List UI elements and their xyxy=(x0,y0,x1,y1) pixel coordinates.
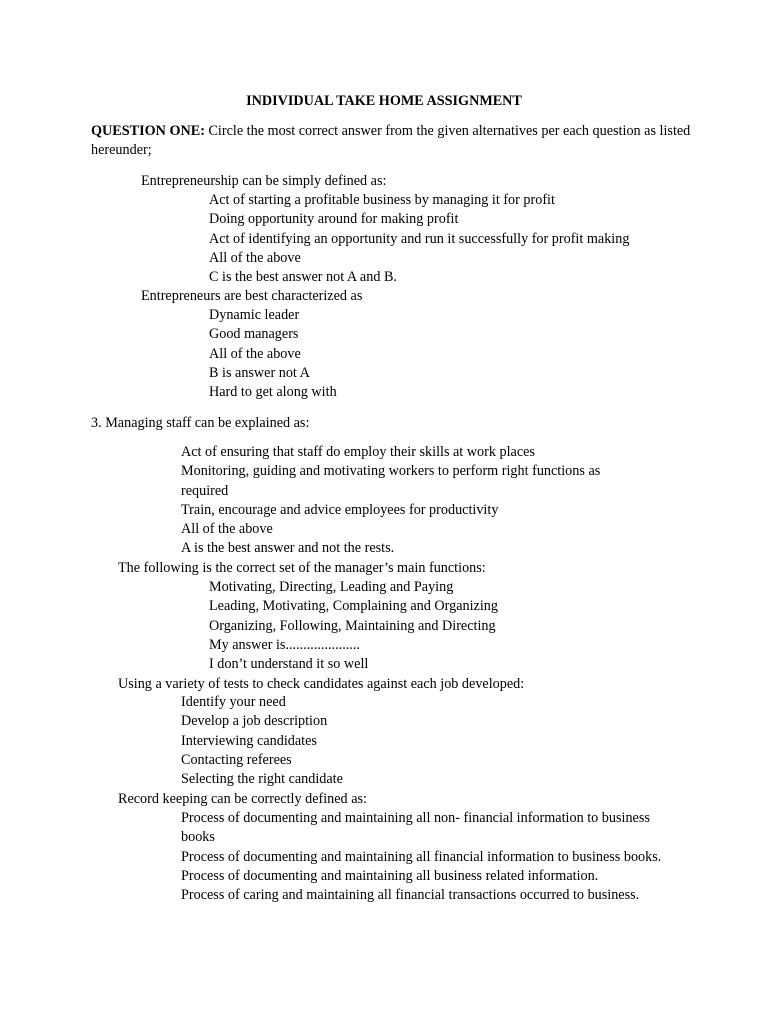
answer-option: Process of documenting and maintaining all business related information. xyxy=(181,867,599,884)
answer-option: Monitoring, guiding and motivating workers to perform right functions as required xyxy=(181,463,601,499)
answer-option: C is the best answer not A and B. xyxy=(209,269,397,286)
answer-options xyxy=(209,306,337,402)
answer-option: Process of caring and maintaining all financial transactions occurred to business. xyxy=(181,887,640,904)
answer-option: Develop a job description xyxy=(181,713,328,730)
question-stem: Record keeping can be correctly defined as: xyxy=(118,791,367,807)
question-stem: Entrepreneurs are best characterized as xyxy=(141,288,363,304)
page-title: INDIVIDUAL TAKE HOME ASSIGNMENT xyxy=(246,93,522,109)
answer-option: Dynamic leader xyxy=(209,307,300,323)
question-stem: 3. Managing staff can be explained as: xyxy=(91,415,310,431)
answer-option: All of the above xyxy=(209,345,301,362)
answer-option: A is the best answer and not the rests. xyxy=(181,540,395,557)
answer-option: Interviewing candidates xyxy=(181,732,317,749)
answer-option: Selecting the right candidate xyxy=(181,771,343,788)
answer-option: Organizing, Following, Maintaining and Directing xyxy=(209,617,496,634)
answer-option: Hard to get along with xyxy=(209,384,337,401)
answer-option: Act of identifying an opportunity and run it successfully for profit making xyxy=(209,230,630,247)
answer-option: Doing opportunity around for making profit xyxy=(209,211,459,228)
question-stem: The following is the correct set of the manager’s main functions: xyxy=(118,560,486,576)
answer-option: Good managers xyxy=(209,326,299,343)
question-stem: Using a variety of tests to check candidates against each job developed: xyxy=(118,676,525,692)
answer-options xyxy=(209,578,498,674)
answer-option: Identify your need xyxy=(181,694,286,710)
question-one-label: QUESTION ONE: xyxy=(91,123,205,139)
answer-option: Leading, Motivating, Complaining and Organizing xyxy=(209,598,498,615)
answer-option: Train, encourage and advice employees for productivity xyxy=(181,501,499,518)
answer-option: Process of documenting and maintaining all non- financial information to business books xyxy=(181,810,650,846)
answer-options xyxy=(209,191,629,287)
question-one-text: Circle the most correct answer from the given alternatives per each question as listed hereunder; xyxy=(91,123,691,159)
answer-options xyxy=(181,443,651,559)
answer-option: All of the above xyxy=(181,521,273,538)
answer-option: B is answer not A xyxy=(209,364,310,381)
answer-option: I don’t understand it so well xyxy=(209,656,369,673)
answer-option: All of the above xyxy=(209,249,301,266)
answer-options xyxy=(181,809,686,905)
answer-option: Contacting referees xyxy=(181,751,292,768)
answer-option: Act of ensuring that staff do employ their skills at work places xyxy=(181,444,535,460)
answer-option: Process of documenting and maintaining all financial information to business books. xyxy=(181,848,662,865)
question-stem: Entrepreneurship can be simply defined as: xyxy=(141,173,387,189)
answer-options xyxy=(181,693,343,789)
answer-option: Motivating, Directing, Leading and Paying xyxy=(209,579,454,595)
answer-option: Act of starting a profitable business by managing it for profit xyxy=(209,192,555,208)
question-one-instruction xyxy=(91,122,691,161)
answer-option: My answer is..................... xyxy=(209,636,360,653)
